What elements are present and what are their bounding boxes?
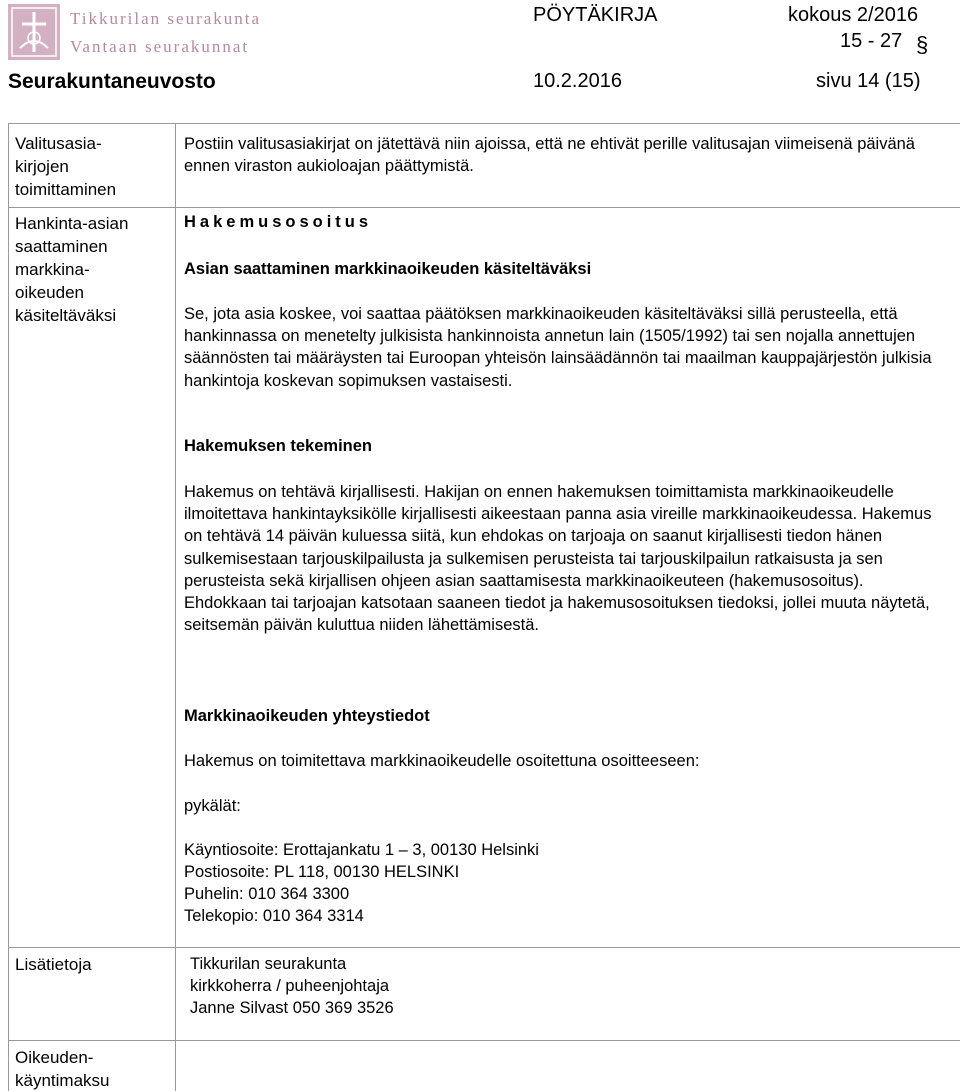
table-border-top: [8, 123, 960, 124]
label-procurement-appeal: Hankinta-asian saattaminen markkina- oikeuden käsiteltäväksi: [15, 214, 129, 325]
parish-name: Tikkurilan seurakunta: [70, 9, 262, 28]
heading-case: Asian saattaminen markkinaoikeuden käsiteltäväksi: [184, 260, 592, 278]
label-more-info: Lisätietoja: [15, 955, 92, 974]
paragraph-address-intro: Hakemus on toimitettava markkinaoikeudelle osoitettuna osoitteeseen:: [184, 752, 700, 770]
paragraph-making: Hakemus on tehtävä kirjallisesti. Hakijan on ennen hakemuksen toimittamista markkinaoikeudelle ilmoitettava hankintayksikölle kirjallisesti aikeestaan panna asia vireille markkinaoikeudessa. Hakemus on tehtävä 14 päivän kuluessa siitä, kun ehdokas on tarjoaja on saanut kirjallisesti tiedon hänen sulkemisestaan tarjouskilpailusta ja sulkemisen perusteista tai tarjouskilpailun ratkaisusta ja sen perusteista sekä kirjallisen ohjeen asian saattamisesta markkinaoikeuteen (hakemusosoitus). Ehdokkaan tai tarjoajan katsotaan saaneen tiedot ja hakemusosoituksen tiedoksi, jollei muuta näytetä, seitsemän päivän kuluttua niiden lähettämisestä.: [184, 483, 932, 635]
paragraph-case: Se, jota asia koskee, voi saattaa päätöksen markkinaoikeuden käsiteltäväksi sillä perusteella, että hankinnassa on menetelty julkisista hankinnoista annetun lain (1505/1992) tai sen nojalla annettujen säännösten tai määräysten tai Euroopan yhteisön lainsäädännön tai maailman kauppajärjestön julkisia hankintoja koskevan sopimuksen vastaisesti.: [184, 305, 932, 390]
document-type: PÖYTÄKIRJA: [533, 4, 658, 26]
parish-group-name: Vantaan seurakunnat: [70, 37, 250, 56]
contact-role: kirkkoherra / puheenjohtaja: [190, 977, 390, 995]
table-border-left: [8, 123, 9, 1091]
heading-contact: Markkinaoikeuden yhteystiedot: [184, 707, 430, 725]
parish-emblem-logo: [8, 4, 60, 60]
row-divider: [8, 207, 960, 208]
label-appeal-documents: Valitusasia- kirjojen toimittaminen: [15, 134, 117, 199]
row-divider: [8, 947, 960, 948]
visit-address: Käyntiosoite: Erottajankatu 1 – 3, 00130 Helsinki: [184, 841, 539, 859]
heading-making: Hakemuksen tekeminen: [184, 437, 373, 455]
column-divider: [175, 123, 176, 1091]
meeting-date: 10.2.2016: [533, 70, 622, 92]
row-divider: [8, 1040, 960, 1041]
sections-label: pykälät:: [184, 797, 241, 815]
section-range: 15 - 27: [840, 30, 903, 52]
council-name: Seurakuntaneuvosto: [8, 70, 216, 93]
paragraph-deadline: Postiin valitusasiakirjat on jätettävä niin ajoissa, että ne ehtivät perille valitusajan viimeisenä päivänä ennen viraston aukioloajan päättymistä.: [184, 135, 915, 176]
meeting-number: kokous 2/2016: [788, 4, 919, 26]
contact-person: Janne Silvast 050 369 3526: [190, 999, 394, 1017]
fax-number: Telekopio: 010 364 3314: [184, 907, 364, 925]
page-number: sivu 14 (15): [816, 70, 921, 92]
heading-application: Hakemusosoitus: [184, 213, 373, 231]
label-court-fee: Oikeuden- käyntimaksu: [15, 1048, 110, 1090]
phone-number: Puhelin: 010 364 3300: [184, 885, 350, 903]
postal-address: Postiosoite: PL 118, 00130 HELSINKI: [184, 863, 460, 881]
section-mark: §: [916, 32, 929, 57]
contact-org: Tikkurilan seurakunta: [190, 955, 347, 973]
